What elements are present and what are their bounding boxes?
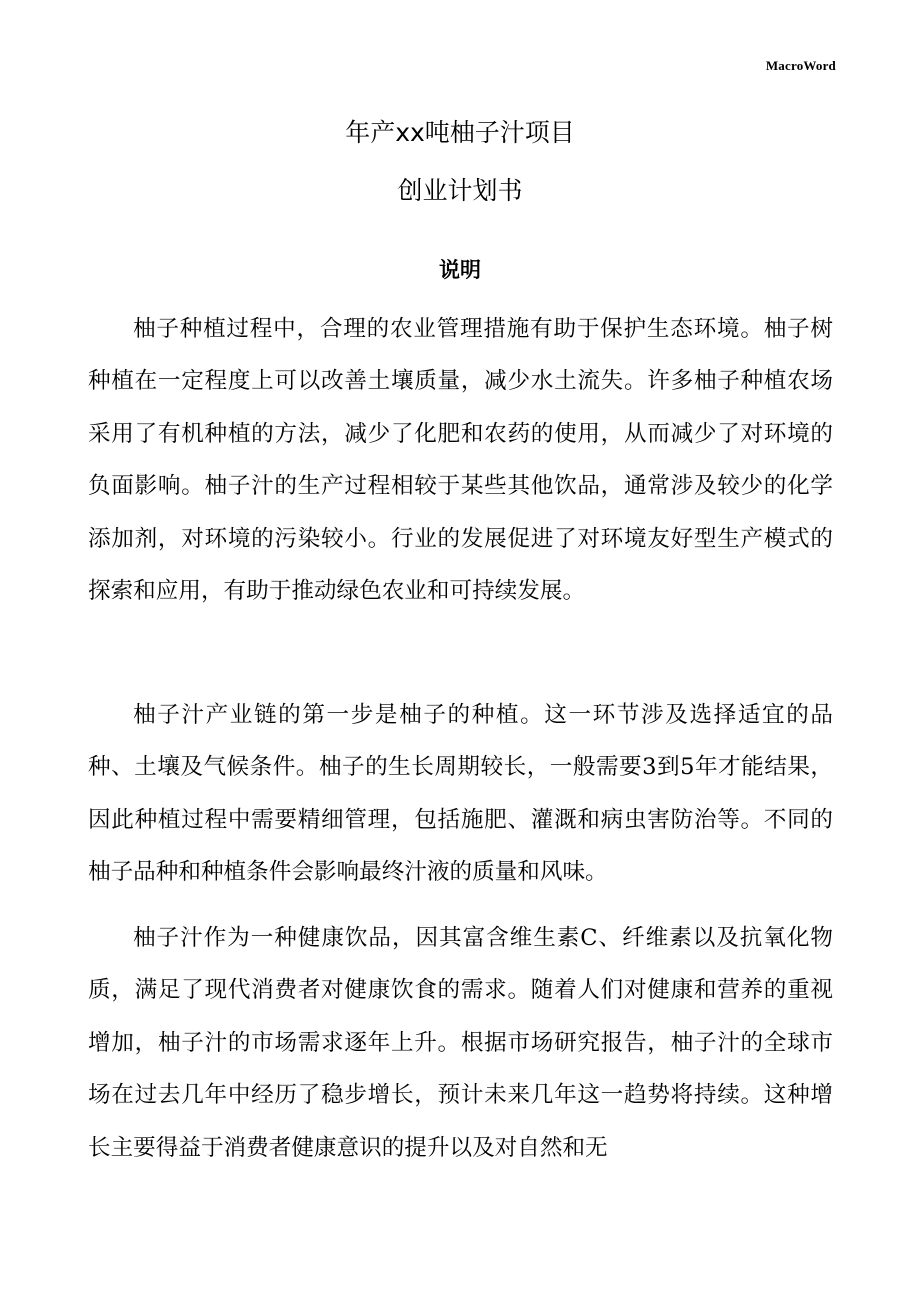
title-line-1: 年产xx吨柚子汁项目 xyxy=(345,118,575,147)
document-title xyxy=(0,118,920,206)
body-paragraph: 柚子汁作为一种健康饮品，因其富含维生素C、纤维素以及抗氧化物质，满足了现代消费者对健康饮食的需求。随着人们对健康和营养的重视增加，柚子汁的市场需求逐年上升。根据市场研究报告，柚子汁的全球市场在过去几年中经历了稳步增长，预计未来几年这一趋势将持续。这种增长主要得益于消费者健康意识的提升以及对自然和无 xyxy=(88,925,833,1161)
body-paragraph: 柚子种植过程中，合理的农业管理措施有助于保护生态环境。柚子树种植在一定程度上可以改善土壤质量，减少水土流失。许多柚子种植农场采用了有机种植的方法，减少了化肥和农药的使用，从而减少了对环境的负面影响。柚子汁的生产过程相较于某些其他饮品，通常涉及较少的化学添加剂，对环境的污染较小。行业的发展促进了对环境友好型生产模式的探索和应用，有助于推动绿色农业和可持续发展。 xyxy=(88,316,833,605)
title-line-2: 创业计划书 xyxy=(397,176,523,205)
header-brand: MacroWord xyxy=(765,58,836,73)
section-heading: 说明 xyxy=(439,258,481,282)
body-paragraph: 柚子汁产业链的第一步是柚子的种植。这一环节涉及选择适宜的品种、土壤及气候条件。柚子的生长周期较长，一般需要3到5年才能结果，因此种植过程中需要精细管理，包括施肥、灌溉和病虫害防治等。不同的柚子品种和种植条件会影响最终汁液的质量和风味。 xyxy=(88,702,833,886)
